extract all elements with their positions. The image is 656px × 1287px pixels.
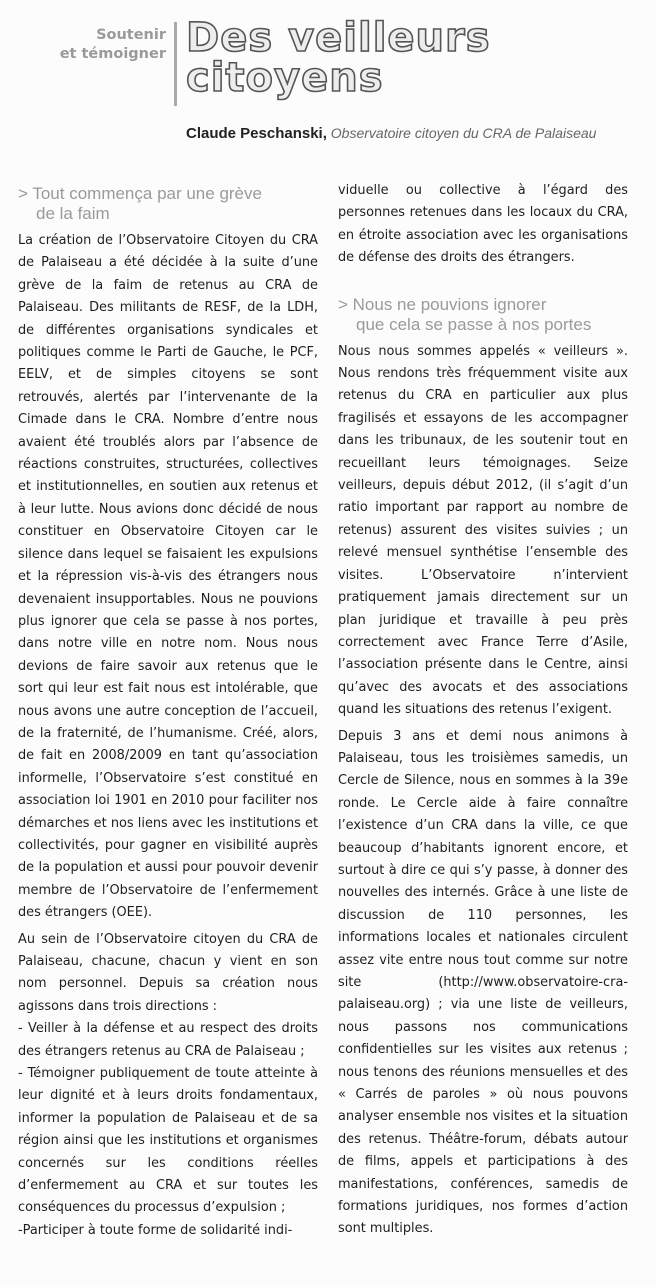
list-item: - Témoigner publiquement de toute atteinte à leur dignité et à leurs droits fondamentaux, informer la population de Palaiseau et de sa région ainsi que les institutions et organismes concernés sur les conditions réelles d’enfermement au CRA et sur toutes les conséquences du processus d’expulsion ;	[18, 1066, 318, 1216]
list-item: -Participer à toute forme de solidarité indi-	[18, 1222, 293, 1238]
subheading-1-line-1: > Tout commença par une grève	[18, 184, 262, 203]
author-affiliation: Observatoire citoyen du CRA de Palaiseau	[330, 125, 597, 141]
paragraph-veilleurs: Nous nous sommes appelés « veilleurs ». Nous rendons très fréquemment visite aux retenus du CRA en particulier aux plus fragilisés et essayons de les accompagner dans les tribunaux, de les soutenir tout en recueillant leurs témoignages. Seize veilleurs, depuis début 2012, (il s’agit d’un ratio important par rapport au nombre de retenus) assurent des visites suivies ; un relevé mensuel synthétise l’ensemble des visites. L’Observatoire n’intervient pratiquement jamais directement sur un plan juridique et travaille à peu près correctement avec France Terre d’Asile, l’association présente dans le Centre, ainsi qu’avec des avocats et des associations quand les situations des retenus l’exigent.	[338, 343, 628, 718]
paragraph-cercle-de-silence: Depuis 3 ans et demi nous animons à Palaiseau, tous les troisièmes samedis, un Cercle de Silence, nous en sommes à la 39e ronde. Le Cercle aide à faire connaître l’existence d’un CRA dans la ville, ce que beaucoup d’habitants ignorent encore, et surtout à dire ce qui s’y passe, à donner des nouvelles des internés. Grâce à une liste de discussion de 110 personnes, les informations locales et nationales circulent assez vite entre nous tout comme sur notre site (http://www.observatoire-cra-palaiseau.org) ; via une liste de veilleurs, nous passons nos communications confidentielles sur les visites aux retenus ; nous tenons des réunions mensuelles et des « Carrés de paroles » où nous pouvons analyser ensemble nos visites et la situation des retenus. Théâtre-forum, débats autour de films, appels et participations à des manifestations, conférences, samedis de formations juridiques, nos formes d’action sont multiples.	[338, 728, 628, 1237]
kicker-line-1: Soutenir	[96, 27, 166, 43]
header-divider	[174, 22, 177, 106]
list-item: - Veiller à la défense et au respect des droits des étrangers retenus au CRA de Palaiseau ;	[18, 1021, 318, 1059]
subheading-2	[338, 295, 628, 335]
subheading-1	[18, 184, 318, 224]
directions-list	[18, 1018, 318, 1242]
article-header	[0, 14, 656, 142]
subheading-2-line-1: > Nous ne pouvions ignorer	[338, 294, 547, 314]
paragraph-directions-intro: Au sein de l’Observatoire citoyen du CRA de Palaiseau, chacune, chacun y vient en son nom personnel. Depuis sa création nous agissons dans trois directions :	[18, 931, 318, 1014]
left-column	[18, 184, 318, 1242]
kicker-line-2: et témoigner	[59, 46, 166, 62]
article-title	[186, 15, 491, 101]
author-name: Claude Peschanski,	[186, 125, 327, 142]
section-kicker	[38, 26, 166, 64]
subheading-2-line-2: que cela se passe à nos portes	[356, 314, 592, 334]
subheading-1-line-2: de la faim	[36, 204, 110, 223]
right-column	[338, 180, 628, 1241]
title-line-2: citoyens	[186, 55, 384, 101]
paragraph-origins: La création de l’Observatoire Citoyen du CRA de Palaiseau a été décidée à la suite d’une grève de la faim de retenus au CRA de Palaiseau. Des militants de RESF, de la LDH, de différentes organisations syndicales et politiques comme le Parti de Gauche, le PCF, EELV, et de simples citoyens se sont retrouvés, alertés par l’intervenante de la Cimade dans le CRA. Nombre d’entre nous avaient été troublés alors par l’absence de réactions construites, structurées, collectives et institutionnelles, en soutien aux retenus et à leur lutte. Nous avions donc décidé de nous constituer en Observatoire Citoyen car le silence dans lequel se faisaient les expulsions et la répression vis-à-vis des étrangers nous devenaient insupportables. Nous ne pouvions plus ignorer que cela se passe à nos portes, dans notre ville en notre nom. Nous nous devions de faire savoir aux retenus que le sort qui leur est fait nous est intolérable, que nous avons une autre conception de l’accueil, de la fraternité, de l’humanisme. Créé, alors, de fait en 2008/2009 en tant qu’association informelle, l’Observatoire s’est constitué en association loi 1901 en 2010 pour faciliter nos démarches et nos liens avec les institutions et collectivités, pour gagner en visibilité auprès de la population et aussi pour pouvoir devenir membre de l’Observatoire de l’enfermement des étrangers (OEE).	[18, 233, 318, 921]
paragraph-continuation: viduelle ou collective à l’égard des personnes retenues dans les locaux du CRA, en étroite association avec les organisations de défense des droits des étrangers.	[338, 183, 628, 266]
title-line-1: Des veilleurs	[186, 15, 491, 61]
byline	[186, 125, 596, 142]
